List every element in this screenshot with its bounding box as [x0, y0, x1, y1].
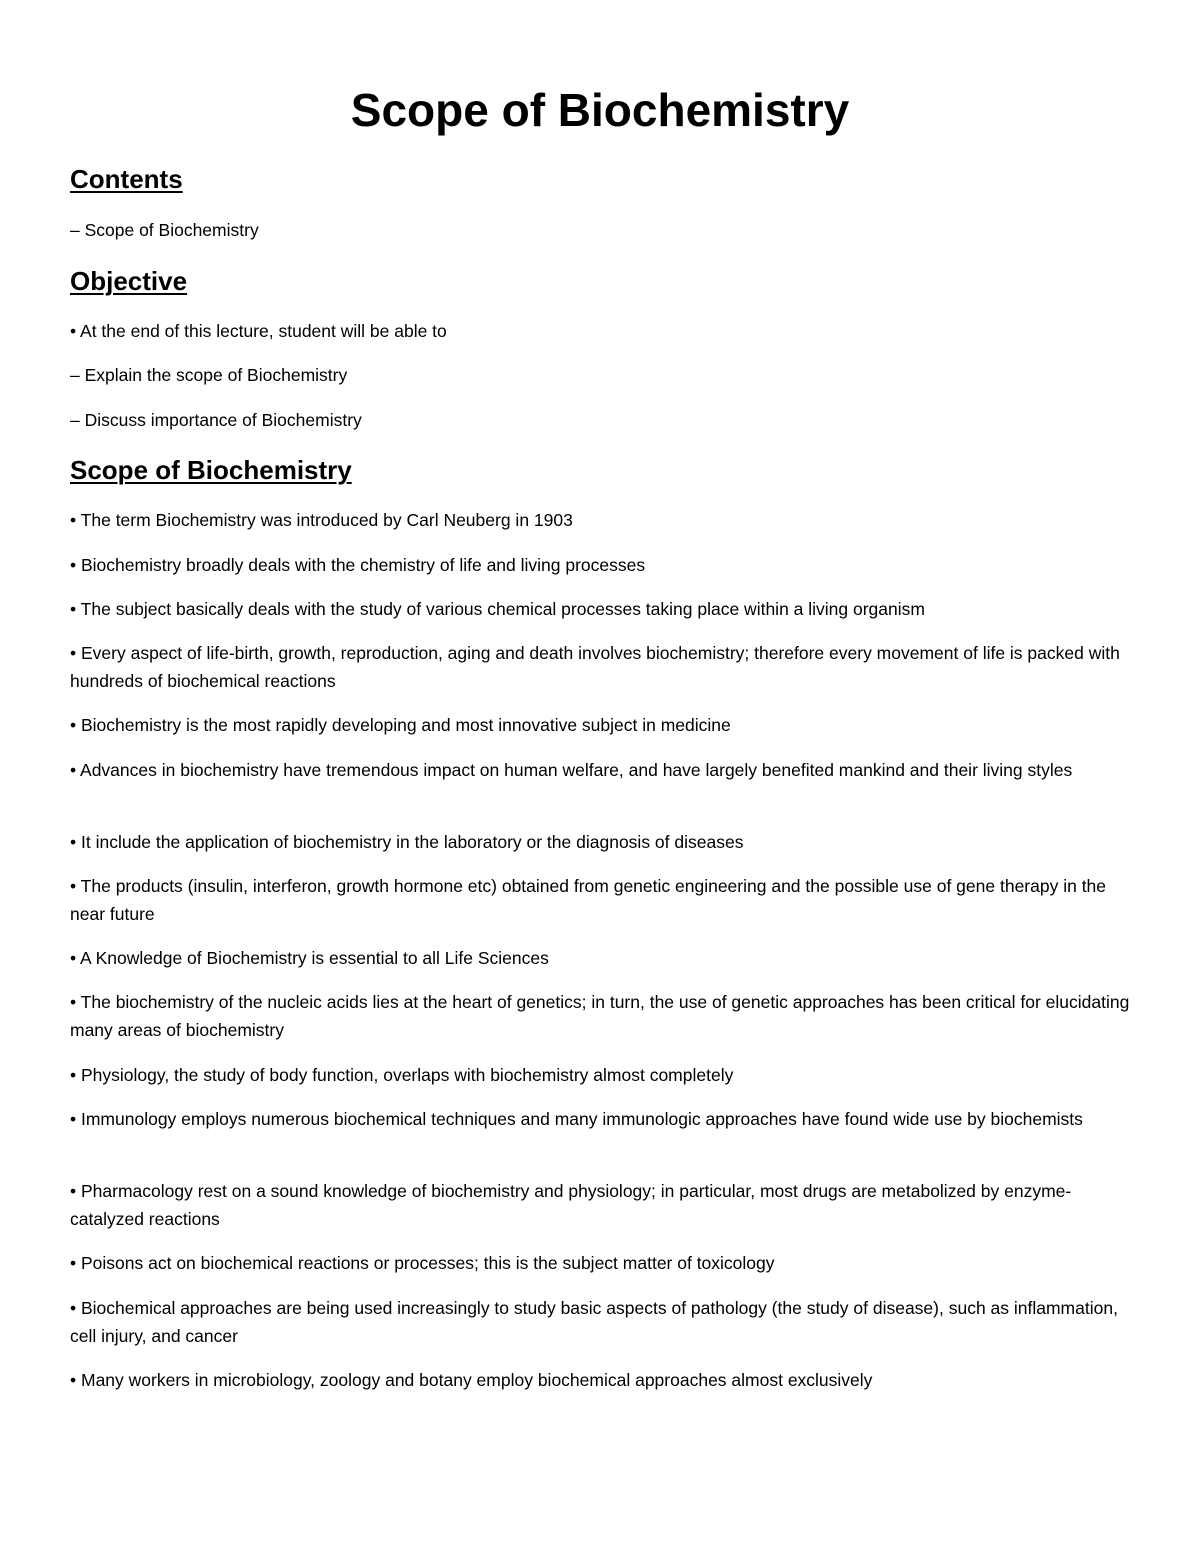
objective-heading: Objective: [70, 266, 188, 296]
scope-item: • It include the application of biochemistry in the laboratory or the diagnosis of diseases: [70, 832, 744, 852]
contents-item: – Scope of Biochemistry: [70, 220, 259, 240]
scope-item: • Advances in biochemistry have tremendous impact on human welfare, and have largely benefited mankind and their living styles: [70, 760, 1073, 780]
scope-item: • Physiology, the study of body function, overlaps with biochemistry almost completely: [70, 1065, 734, 1085]
scope-item: • Immunology employs numerous biochemical techniques and many immunologic approaches have found wide use by biochemists: [70, 1109, 1083, 1129]
scope-item: • The subject basically deals with the study of various chemical processes taking place within a living organism: [70, 599, 925, 619]
contents-heading: Contents: [70, 164, 183, 194]
scope-item: • The term Biochemistry was introduced by Carl Neuberg in 1903: [70, 510, 573, 530]
scope-item: • The products (insulin, interferon, growth hormone etc) obtained from genetic engineering and the possible use of gene therapy in the near future: [70, 876, 1107, 924]
scope-heading: Scope of Biochemistry: [70, 455, 352, 485]
page-title: Scope of Biochemistry: [350, 84, 850, 136]
scope-item: • A Knowledge of Biochemistry is essential to all Life Sciences: [70, 948, 549, 968]
objective-item: – Discuss importance of Biochemistry: [70, 410, 362, 430]
scope-item: • Every aspect of life-birth, growth, reproduction, aging and death involves biochemistry; therefore every movement of life is packed with hundreds of biochemical reactions: [70, 643, 1120, 691]
scope-item: • Poisons act on biochemical reactions or processes; this is the subject matter of toxicology: [70, 1253, 775, 1273]
scope-item: • Biochemistry broadly deals with the chemistry of life and living processes: [70, 555, 646, 575]
scope-item: • The biochemistry of the nucleic acids lies at the heart of genetics; in turn, the use of genetic approaches has been critical for elucidating many areas of biochemistry: [70, 992, 1130, 1040]
scope-item: • Pharmacology rest on a sound knowledge of biochemistry and physiology; in particular, most drugs are metabolized by enzyme- catalyzed reactions: [70, 1181, 1072, 1229]
scope-item: • Many workers in microbiology, zoology and botany employ biochemical approaches almost exclusively: [70, 1370, 873, 1390]
objective-item: • At the end of this lecture, student will be able to: [70, 321, 447, 341]
scope-item: • Biochemistry is the most rapidly developing and most innovative subject in medicine: [70, 715, 731, 735]
scope-item: • Biochemical approaches are being used increasingly to study basic aspects of pathology (the study of disease), such as inflammation, cell injury, and cancer: [70, 1298, 1118, 1346]
objective-item: – Explain the scope of Biochemistry: [70, 365, 348, 385]
